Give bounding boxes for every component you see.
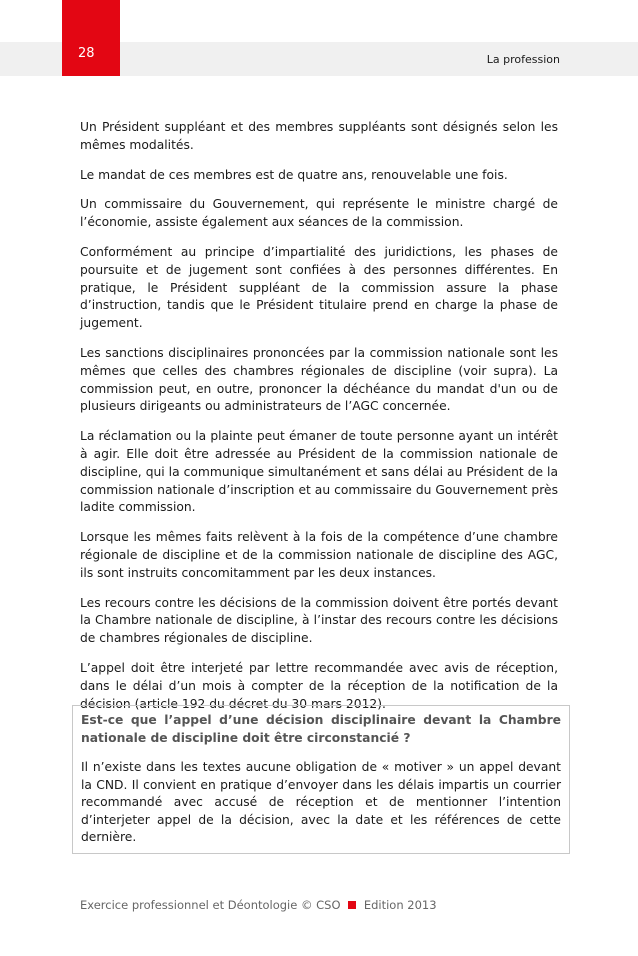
page-number-tab [62, 0, 120, 76]
faq-answer: Il n’existe dans les textes aucune obligation de « motiver » un appel devant la CND. Il convient en pratique d’envoyer dans les délais impartis un courrier recommandé avec accusé de réception et de mentionner l’intention d’interjeter appel de la décision, avec la date et les références de cette dernière. [81, 760, 561, 844]
paragraph: Un Président suppléant et des membres suppléants sont désignés selon les mêmes modalités. [80, 120, 558, 152]
footer-edition: Edition 2013 [363, 898, 437, 912]
paragraph: Lorsque les mêmes faits relèvent à la fois de la compétence d’une chambre régionale de discipline et de la commission nationale de discipline des AGC, ils sont instruits concomitamment par les deux instances. [80, 530, 558, 580]
footer-title: Exercice professionnel et Déontologie © CSO [80, 898, 341, 912]
square-bullet-icon [348, 901, 356, 909]
footer [80, 898, 437, 912]
paragraph: L’appel doit être interjeté par lettre recommandée avec avis de réception, dans le délai d’un mois à compter de la réception de la notification de la décision (article 192 du décret du 30 mars 2012). [80, 660, 558, 711]
paragraph: Les sanctions disciplinaires prononcées par la commission nationale sont les mêmes que celles des chambres régionales de discipline (voir supra). La commission peut, en outre, prononcer la déchéance du mandat d'un ou de plusieurs dirigeants ou administrateurs de l’AGC concernée. [80, 345, 558, 414]
page-number: 28 [78, 46, 95, 61]
faq-box [72, 705, 570, 854]
body-text [80, 119, 558, 725]
paragraph: Conformément au principe d’impartialité des juridictions, les phases de poursuite et de jugement sont confiées à des personnes différentes. En pratique, le Président suppléant de la commission assure la phase d’instruction, tandis que le Président titulaire prend en charge la phase de jugement. [80, 244, 558, 331]
running-header-section: La profession [486, 53, 560, 66]
paragraph: La réclamation ou la plainte peut émaner de toute personne ayant un intérêt à agir. Elle doit être adressée au Président de la commission nationale de discipline, qui la communique simultanément et sans délai au Président de la commission nationale d’inscription et au commissaire du Gouvernement près ladite commission. [80, 429, 558, 515]
paragraph: Les recours contre les décisions de la commission doivent être portés devant la Chambre nationale de discipline, à l’instar des recours contre les décisions de chambres régionales de discipline. [80, 595, 558, 646]
paragraph: Le mandat de ces membres est de quatre ans, renouvelable une fois. [80, 167, 508, 182]
faq-question: Est-ce que l’appel d’une décision disciplinaire devant la Chambre nationale de discipline doit être circonstancié ? [81, 713, 561, 745]
paragraph: Un commissaire du Gouvernement, qui représente le ministre chargé de l’économie, assiste également aux séances de la commission. [80, 197, 558, 230]
